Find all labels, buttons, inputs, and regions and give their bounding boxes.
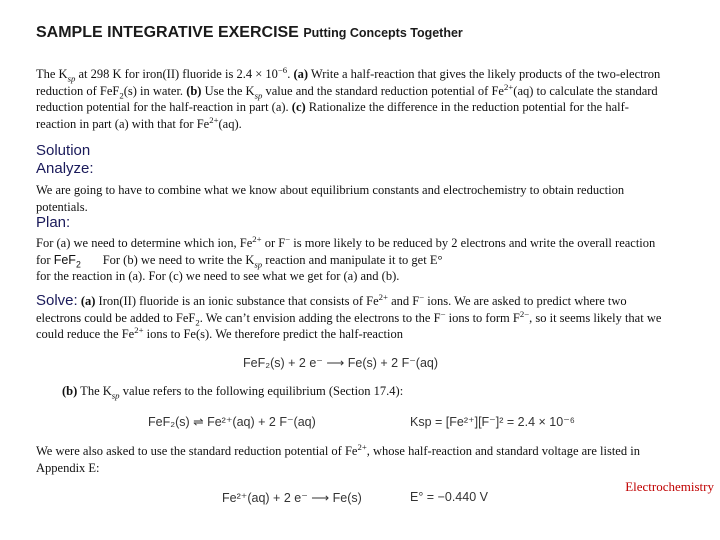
solution-heading: Solution [36, 142, 91, 159]
half-reaction-equation: FeF₂(s) + 2 e⁻ ⟶ Fe(s) + 2 F⁻(aq) [243, 356, 439, 370]
solve-heading: Solve: [36, 292, 78, 309]
page-title: SAMPLE INTEGRATIVE EXERCISE Putting Concepts Together [36, 24, 463, 41]
analyze-text: We are going to have to combine what we know about equilibrium constants and electrochemistry to obtain reduction potentials. [36, 183, 625, 214]
standard-potential-value: E° = −0.440 V [410, 490, 488, 504]
footer-label: Electrochemistry [625, 479, 714, 494]
standard-potential-text: We were also asked to use the standard reduction potential of $Fe^{2+}$, whose half-reaction and standard voltage are listed in Appendix E: [36, 441, 640, 475]
ksp-expression: Ksp = [Fe²⁺][F⁻]² = 2.4 × 10⁻⁶ [410, 415, 575, 429]
plan-heading: Plan: [36, 214, 71, 231]
fe-reduction-equation: Fe²⁺(aq) + 2 e⁻ ⟶ Fe(s) [222, 491, 362, 505]
plan-text: For (a) we need to determine which ion, $Fe^{2+}$ or F− is more likely to be reduced by 2 electrons and write the overall reaction for FeF$_2$ For (b) we need to write the $K_{sp}$ reaction and manipulate it to get E° for the reaction in (a). For (c) we need to see what we get for (a) and (b). [36, 233, 656, 283]
ksp-equilibrium-equation: FeF₂(s) ⇌ Fe²⁺(aq) + 2 F⁻(aq) [148, 415, 316, 429]
problem-statement: The $K_{sp}$ at 298 K for iron(II) fluoride is $2.4 \times 10^{-6}$. (a) Write a half-reaction that gives the likely products of the two-electron reduction of FeF$_2$(s) in water. (b) Use the $K_{sp}$ value and the standard reduction potential of $Fe^{2+}(aq)$ to calculate the standard reduction potential for the half-reaction in part (a). (c) Rationalize the difference in the reduction potential for the half-reaction in part (a) with that for $Fe^{2+}(aq)$. [36, 64, 661, 131]
solve-text: Solve: (a) Iron(II) fluoride is an ionic substance that consists of $Fe^{2+}$ and F− ions. We are asked to predict where two electrons could be added to FeF$_2$. We can’t envision adding the electrons to the F− ions to form $F^{2-}$, so it seems likely that we could reduce the $Fe^{2+}$ ions to Fe(s). We therefore predict the half-reaction [36, 291, 662, 341]
analyze-heading: Analyze: [36, 160, 94, 177]
part-b-text: (b) The $K_{sp}$ value refers to the following equilibrium (Section 17.4): [62, 384, 404, 401]
